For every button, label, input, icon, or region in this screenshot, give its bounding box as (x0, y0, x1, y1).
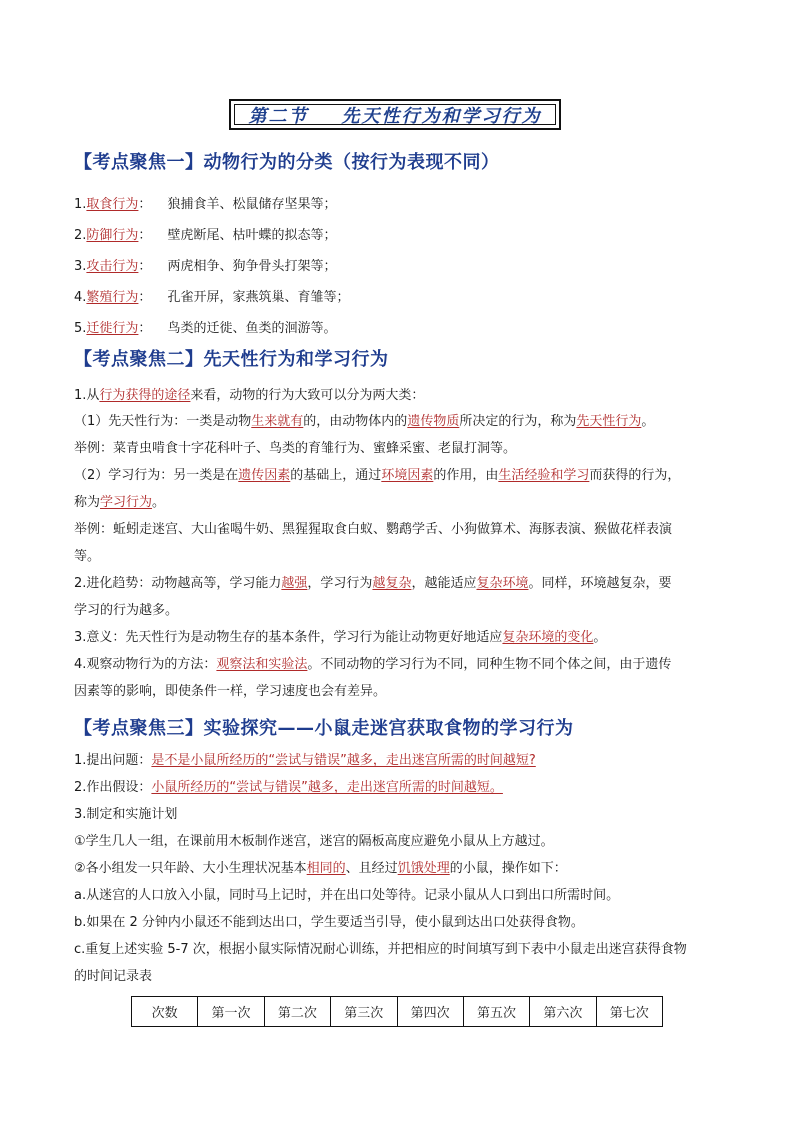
focus2-line-1: 1.从行为获得的途径来看，动物的行为大致可以分为两大类： (74, 388, 425, 403)
focus3-step-c-cont: 的时间记录表 (74, 969, 153, 984)
focus2-line-11: 4.观察动物行为的方法：观察法和实验法。不同动物的学习行为不同，同种生物不同个体之间，由于遗传 (74, 657, 672, 672)
focus2-line-7: 等。 (74, 549, 101, 564)
focus3-question: 1.提出问题：是不是小鼠所经历的“尝试与错误”越多，走出迷宫所需的时间越短? (74, 753, 536, 768)
focus2-line-6: 举例：蚯蚓走迷宫、大山雀喝牛奶、黑猩猩取食白蚁、鹦鹉学舌、小狗做算术、海豚表演、猴做花样表演 (74, 522, 673, 537)
focus3-step-b: b.如果在 2 分钟内小鼠还不能到达出口，学生要适当引导，使小鼠到达出口处获得食物。 (74, 915, 584, 930)
focus2-heading: 【考点聚焦二】先天性行为和学习行为 (74, 349, 389, 370)
section-title: 第二节 先天性行为和学习行为 (248, 105, 542, 127)
focus2-line-2: （1）先天性行为：一类是动物生来就有的，由动物体内的遗传物质所决定的行为，称为先天性行为。 (74, 414, 655, 429)
focus3-plan: 3.制定和实施计划 (74, 807, 178, 822)
focus3-step-1: ①学生几人一组，在课前用木板制作迷宫，迷宫的隔板高度应避免小鼠从上方越过。 (74, 834, 554, 849)
table-header-cell: 第一次 (198, 997, 264, 1027)
behavior-item-4: 4.繁殖行为： 孔雀开屏，家燕筑巢、育雏等； (74, 290, 350, 305)
table-header-cell: 第七次 (596, 997, 662, 1027)
focus2-line-8: 2.进化趋势：动物越高等，学习能力越强，学习行为越复杂，越能适应复杂环境。同样，环境越复杂，要 (74, 576, 672, 591)
table-header-cell: 第六次 (530, 997, 596, 1027)
behavior-item-2: 2.防御行为： 壁虎断尾、枯叶蝶的拟态等； (74, 228, 337, 243)
time-record-table (131, 996, 663, 1027)
section-title-box (229, 99, 561, 130)
focus2-line-3: 举例：菜青虫啃食十字花科叶子、鸟类的育雏行为、蜜蜂采蜜、老鼠打洞等。 (74, 441, 517, 456)
focus2-line-12: 因素等的影响，即使条件一样，学习速度也会有差异。 (74, 684, 387, 699)
focus1-heading: 【考点聚焦一】动物行为的分类（按行为表现不同） (74, 152, 500, 173)
focus3-step-2: ②各小组发一只年龄、大小生理状况基本相同的、且经过饥饿处理的小鼠，操作如下： (74, 861, 567, 876)
focus2-line-9: 学习的行为越多。 (74, 603, 179, 618)
behavior-item-3: 3.攻击行为： 两虎相争、狗争骨头打架等； (74, 259, 337, 274)
focus2-line-10: 3.意义：先天性行为是动物生存的基本条件，学习行为能让动物更好地适应复杂环境的变化。 (74, 630, 607, 645)
focus3-heading: 【考点聚焦三】实验探究——小鼠走迷宫获取食物的学习行为 (74, 718, 574, 739)
behavior-item-1: 1.取食行为： 狼捕食羊、松鼠储存坚果等； (74, 197, 337, 212)
table-header-cell: 第四次 (397, 997, 463, 1027)
focus3-step-c: c.重复上述实验 5-7 次，根据小鼠实际情况耐心训练，并把相应的时间填写到下表中小鼠走出迷宫获得食物 (74, 942, 687, 957)
focus2-line-4: （2）学习行为：另一类是在遗传因素的基础上，通过环境因素的作用，由生活经验和学习而获得的行为， (74, 468, 681, 483)
table-header-cell: 第三次 (331, 997, 397, 1027)
behavior-item-5: 5.迁徙行为： 鸟类的迁徙、鱼类的洄游等。 (74, 321, 337, 336)
focus2-line-5: 称为学习行为。 (74, 495, 166, 510)
table-header-cell: 第五次 (463, 997, 529, 1027)
focus3-hypothesis: 2.作出假设：小鼠所经历的“尝试与错误”越多，走出迷宫所需的时间越短。 (74, 780, 503, 795)
table-header-cell: 第二次 (264, 997, 330, 1027)
focus3-step-a: a.从迷宫的人口放入小鼠，同时马上记时，并在出口处等待。记录小鼠从人口到出口所需时间。 (74, 888, 620, 903)
table-header-cell: 次数 (132, 997, 198, 1027)
table-row (132, 997, 663, 1027)
